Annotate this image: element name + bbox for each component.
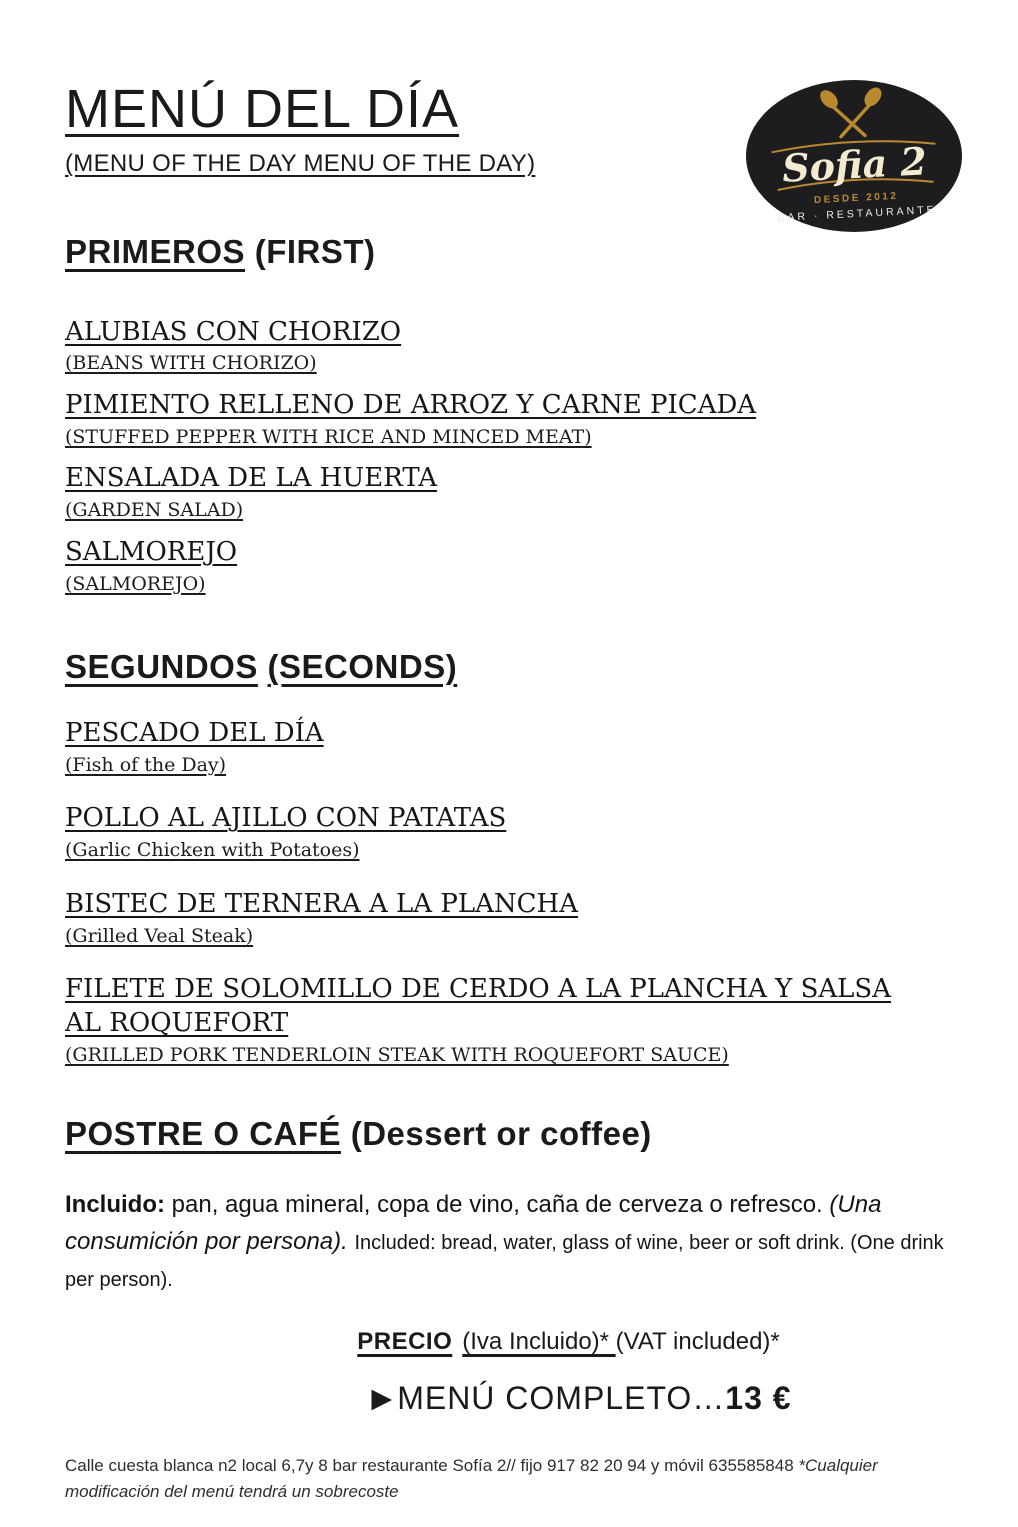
section-heading-postre-en: (Dessert or coffee) [350, 1115, 652, 1153]
section-heading-primeros [65, 232, 962, 272]
dish-translation: (STUFFED PEPPER WITH RICE AND MINCED MEAT) [65, 425, 592, 448]
logo-tagline: BAR · RESTAURANTE [777, 203, 937, 225]
section-heading-primeros-es: PRIMEROS [65, 233, 246, 270]
dish-name: PESCADO DEL DÍA [65, 717, 324, 748]
restaurant-logo [746, 80, 962, 232]
page-title: MENÚ DEL DÍA [65, 79, 460, 139]
segundos-items [65, 717, 962, 1069]
price-line [120, 1328, 1017, 1356]
price-label: PRECIO [357, 1327, 453, 1355]
menu-item [65, 389, 962, 450]
dish-translation: (SALMOREJO) [65, 572, 206, 595]
included-text-es: pan, agua mineral, copa de vino, caña de cerveza o refresco. [171, 1191, 823, 1219]
dish-translation: (BEANS WITH CHORIZO) [65, 352, 317, 375]
restaurant-logo-graphic [746, 80, 962, 232]
total-line [133, 1380, 1018, 1417]
total-label: MENÚ COMPLETO… [397, 1379, 726, 1416]
price-vat-es: (Iva Incluido)* [462, 1327, 609, 1355]
dish-name: PIMIENTO RELLENO DE ARROZ Y CARNE PICADA [65, 390, 757, 421]
section-heading-postre-es: POSTRE O CAFÉ [65, 1115, 342, 1153]
section-heading-segundos [65, 647, 962, 687]
dish-translation: (Fish of the Day) [65, 753, 227, 776]
menu-item [65, 536, 962, 597]
menu-item [65, 316, 962, 377]
dish-name: FILETE DE SOLOMILLO DE CERDO A LA PLANCHA Y SALSA AL ROQUEFORT [65, 974, 892, 1039]
included-label: Incluido: [65, 1191, 165, 1219]
menu-item [65, 717, 962, 778]
footer [65, 1453, 962, 1506]
dish-translation: (Grilled Veal Steak) [65, 924, 254, 947]
arrow-right-icon: ▶ [371, 1382, 394, 1413]
dish-name: ENSALADA DE LA HUERTA [65, 463, 438, 494]
section-heading-postre [65, 1114, 962, 1154]
menu-item [65, 973, 962, 1068]
primeros-items [65, 316, 962, 598]
footer-note: *Cualquier modificación del menú tendrá un sobrecoste [65, 1455, 878, 1501]
included-paragraph [65, 1186, 962, 1298]
dish-name: POLLO AL AJILLO CON PATATAS [65, 803, 507, 834]
included-text-en: Included: bread, water, glass of wine, beer or soft drink. (One drink per person). [65, 1232, 944, 1292]
menu-item [65, 462, 962, 523]
section-heading-segundos-en: (SECONDS) [267, 648, 458, 686]
section-heading-segundos-es: SEGUNDOS [65, 648, 258, 686]
included-note-es: (Una consumición por persona). [65, 1191, 882, 1256]
page-subtitle: (MENU OF THE DAY MENU OF THE DAY) [65, 150, 536, 177]
price-vat-en: (VAT included)* [615, 1327, 780, 1355]
dish-name: SALMOREJO [65, 536, 238, 567]
dish-name: ALUBIAS CON CHORIZO [65, 316, 402, 347]
logo-name: Sofia 2 [781, 138, 928, 191]
logo-since: DESDE 2012 [813, 190, 899, 207]
menu-item [65, 802, 962, 863]
dish-name: BISTEC DE TERNERA A LA PLANCHA [65, 888, 578, 919]
dish-translation: (GRILLED PORK TENDERLOIN STEAK WITH ROQUEFORT SAUCE) [65, 1043, 729, 1066]
section-heading-primeros-en: (FIRST) [254, 233, 376, 270]
footer-address: Calle cuesta blanca n2 local 6,7y 8 bar restaurante Sofía 2// fijo 917 82 20 94 y móvil 635585848 [65, 1455, 794, 1475]
total-amount: 13 € [725, 1379, 792, 1416]
dish-translation: (GARDEN SALAD) [65, 499, 244, 522]
dish-translation: (Garlic Chicken with Potatoes) [65, 839, 360, 862]
menu-item [65, 888, 962, 949]
